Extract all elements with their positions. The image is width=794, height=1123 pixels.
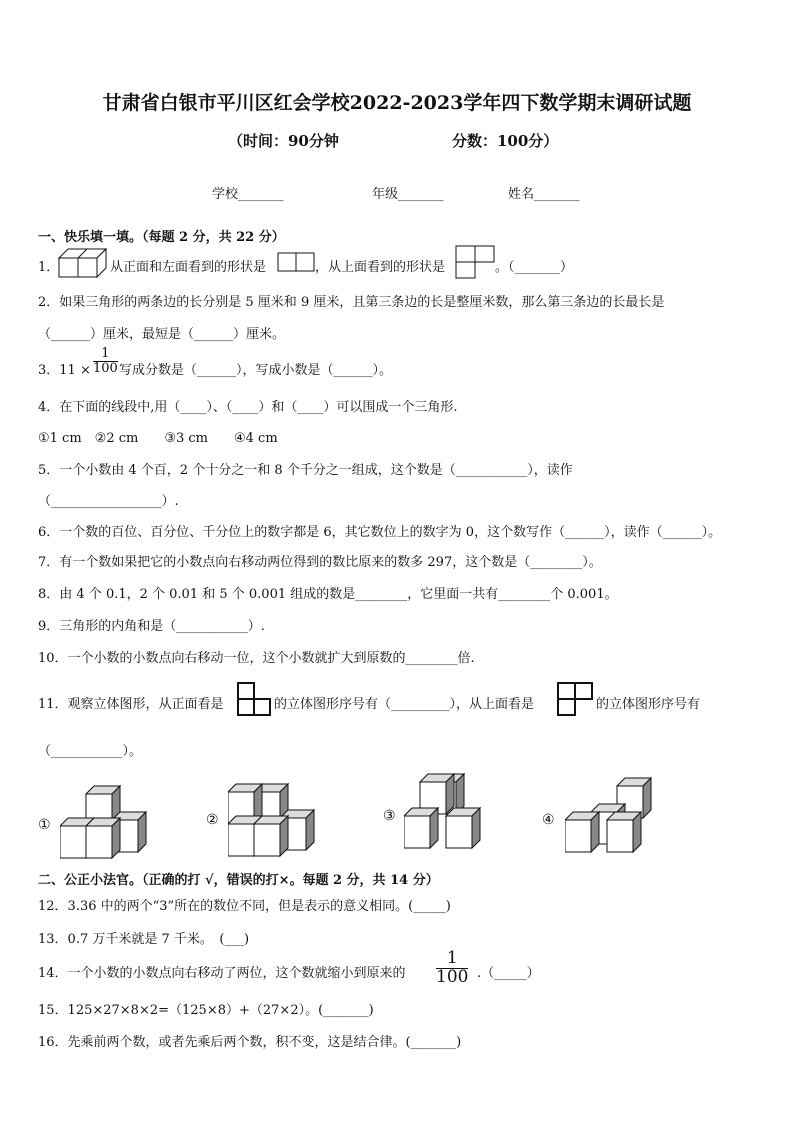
- section-2-heading: 二、公正小法官。（正确的打 √，错误的打×。每题 2 分，共 14 分）: [38, 873, 439, 888]
- q11-text-end: 的立体图形序号有: [596, 697, 701, 712]
- section-1-heading: 一、快乐填一填。（每题 2 分，共 22 分）: [38, 230, 285, 245]
- figure-4-label: ④: [542, 812, 555, 828]
- figure-3-label: ③: [383, 808, 396, 824]
- q11-text-front: 11．观察立体图形，从正面看是: [38, 697, 224, 712]
- q11-top-view-shape: [557, 682, 595, 716]
- solid-figure-3: [404, 772, 494, 850]
- figure-1-label: ①: [38, 817, 51, 833]
- q14-denominator: 100: [436, 966, 469, 987]
- q2-line1: 2．如果三角形的两条边的长分别是 5 厘米和 9 厘米，且第三条边的长是整厘米数，那么第三条边的长最长是: [38, 295, 665, 310]
- q6-text: 6．一个数的百位、百分位、千分位上的数字都是 6，其它数位上的数字为 0，这个数写作（______），读作（______）。: [38, 525, 722, 540]
- q1-cuboid-figure: [58, 246, 108, 278]
- q10-text: 10．一个小数的小数点向右移动一位，这个小数就扩大到原数的________倍.: [38, 651, 475, 666]
- q3-denominator: 100: [93, 360, 118, 376]
- q11-text-top: 的立体图形序号有（_________），从上面看是: [274, 697, 535, 712]
- solid-figure-4: [565, 776, 655, 854]
- q3-prefix: 3．11 ×: [38, 363, 91, 378]
- q1-answer: 。（_______）: [495, 260, 574, 275]
- grade-field: 年级_______: [372, 187, 444, 202]
- q14-text: 14．一个小数的小数点向右移动了两位，这个数就缩小到原来的: [38, 966, 406, 981]
- exam-time: （时间：90分钟: [228, 132, 339, 150]
- q5-line1: 5．一个小数由 4 个百，2 个十分之一和 8 个千分之一组成，这个数是（___________），读作: [38, 463, 573, 478]
- q14-fraction: [436, 950, 468, 987]
- q9-text: 9．三角形的内角和是（___________）.: [38, 619, 265, 634]
- q2-line2: （______）厘米，最短是（______）厘米。: [38, 327, 286, 342]
- q14-numerator: 1: [436, 950, 468, 969]
- q3-text: 写成分数是（______），写成小数是（______）。: [119, 363, 393, 378]
- school-field: 学校_______: [212, 187, 284, 202]
- q12-text: 12．3.36 中的两个“3”所在的数位不同，但是表示的意义相同。(_____): [38, 899, 451, 914]
- q14-answer: .（_____）: [477, 966, 540, 981]
- exam-score: 分数：100分）: [452, 132, 559, 150]
- q1-number: 1．: [38, 260, 60, 275]
- solid-figure-1: [60, 784, 150, 860]
- q7-text: 7．有一个数如果把它的小数点向右移动两位得到的数比原来的数多 297，这个数是（________）。: [38, 555, 602, 570]
- q3-numerator: 1: [93, 347, 118, 362]
- q3-fraction: [93, 347, 118, 375]
- solid-figure-2: [228, 782, 318, 860]
- q13-text: 13．0.7 万千米就是 7 千米。 (___): [38, 932, 250, 947]
- q11-front-view-shape: [237, 682, 273, 716]
- q11-answer: （___________）。: [38, 744, 143, 759]
- q4-options: ①1 cm ②2 cm ③3 cm ④4 cm: [38, 431, 278, 446]
- q1-top-view-shape: [455, 245, 495, 279]
- q4-text: 4．在下面的线段中,用（____）、（____）和（____）可以围成一个三角形.: [38, 400, 458, 415]
- q5-line2: （_________________）.: [38, 494, 179, 509]
- name-field: 姓名_______: [508, 187, 580, 202]
- figure-2-label: ②: [206, 812, 219, 828]
- q1-text-front: 从正面和左面看到的形状是: [110, 260, 267, 275]
- q8-text: 8．由 4 个 0.1，2 个 0.01 和 5 个 0.001 组成的数是________，它里面一共有________个 0.001。: [38, 587, 618, 602]
- q15-text: 15．125×27×8×2=（125×8）+（27×2）。(_______): [38, 1003, 374, 1018]
- q1-front-view-shape: [277, 252, 315, 272]
- q16-text: 16．先乘前两个数，或者先乘后两个数，积不变，这是结合律。(_______): [38, 1035, 462, 1050]
- q1-text-top: ，从上面看到的形状是: [315, 260, 446, 275]
- page-title: 甘肃省白银市平川区红会学校2022-2023学年四下数学期末调研试题: [102, 92, 692, 114]
